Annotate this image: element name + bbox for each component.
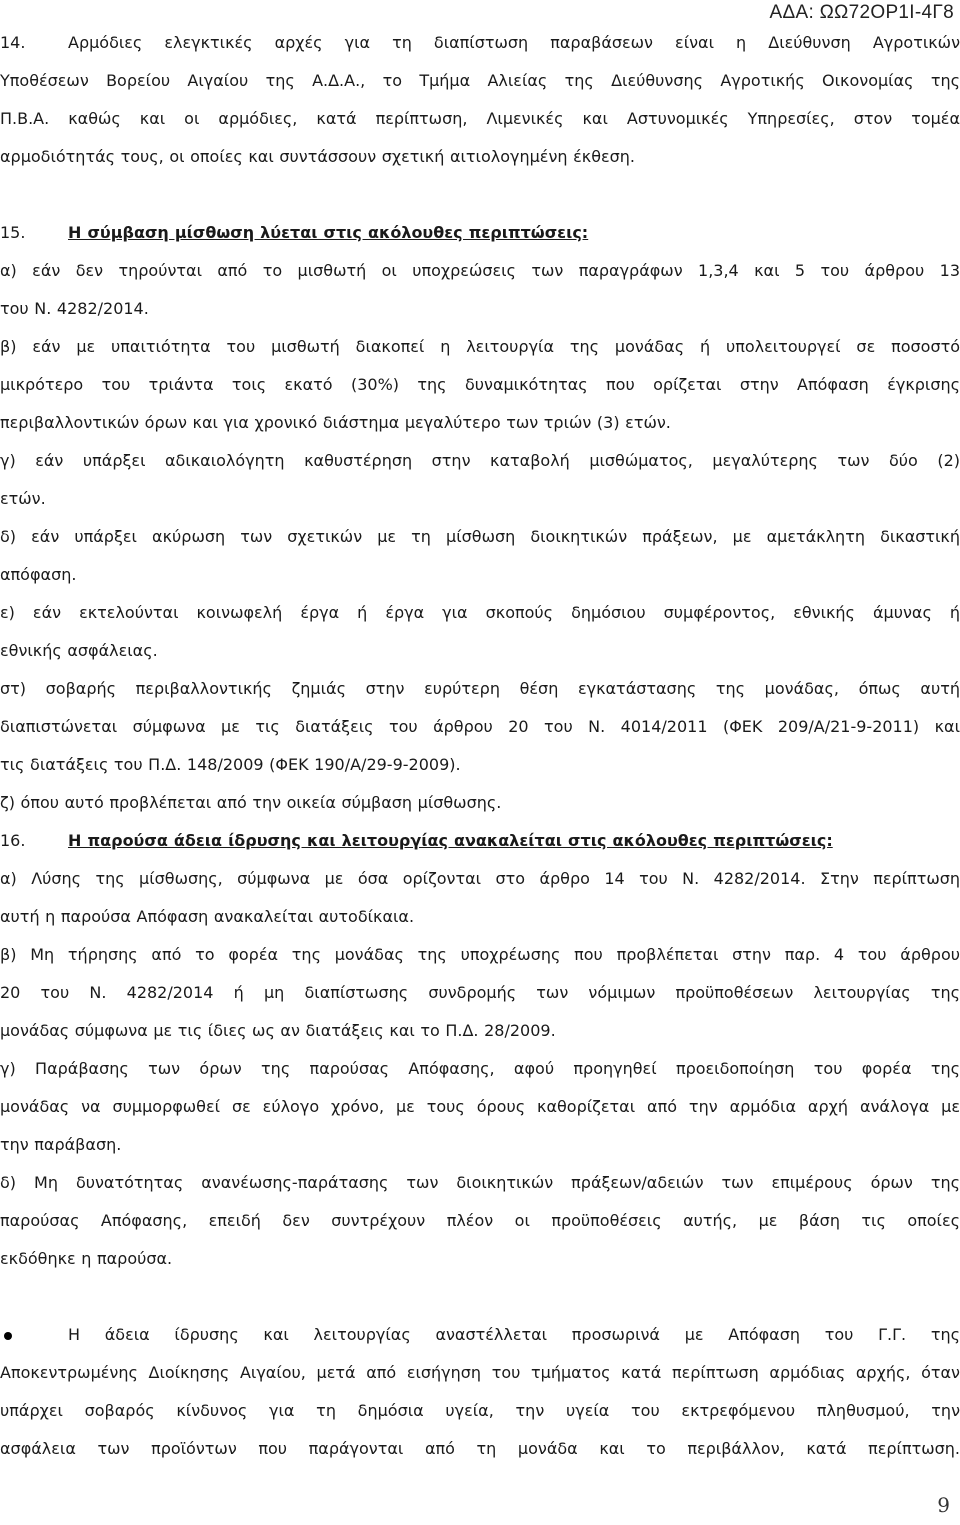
s15-line: περιβαλλοντικών όρων και για χρονικό διάστημα μεγαλύτερο των τριών (3) ετών.	[0, 413, 671, 432]
s16-line: την παράβαση.	[0, 1135, 122, 1154]
s16-heading: Η παρούσα άδεια ίδρυσης και λειτουργίας ανακαλείται στις ακόλουθες περιπτώσεις:	[68, 831, 833, 850]
page-number: 9	[937, 1493, 950, 1517]
s15-line: ζ) όπου αυτό προβλέπεται από την οικεία σύμβαση μίσθωσης.	[0, 793, 502, 812]
ada-code: ΑΔΑ: ΩΩ72ΟΡ1Ι-4Γ8	[769, 2, 954, 23]
s16-heading-line	[0, 831, 960, 869]
s15-line: α) εάν δεν τηρούνται από το μισθωτή οι υποχρεώσεις των παραγράφων 1,3,4 και 5 του άρθρου 13	[0, 261, 960, 280]
s16-line: 20 του Ν. 4282/2014 ή μη διαπίστωσης συνδρομής των νόμιμων προϋποθέσεων λειτουργίας της	[0, 983, 960, 1002]
bullet-line-1	[0, 1325, 960, 1363]
s15-line: τις διατάξεις του Π.Δ. 148/2009 (ΦΕΚ 190/Α/29-9-2009).	[0, 755, 461, 774]
s15-line: β) εάν με υπαιτιότητα του μισθωτή διακοπεί η λειτουργία της μονάδας ή υπολειτουργεί σε ποσοστό	[0, 337, 960, 356]
s14-text: Αρμόδιες ελεγκτικές αρχές για τη διαπίστωση παραβάσεων είναι η Διεύθυνση Αγροτικών	[68, 33, 960, 52]
document-body	[0, 33, 960, 1477]
s15-line: ετών.	[0, 489, 46, 508]
s15-line: στ) σοβαρής περιβαλλοντικής ζημιάς στην ευρύτερη θέση εγκατάστασης της μονάδας, όπως αυτή	[0, 679, 960, 698]
s16-number: 16.	[0, 831, 26, 850]
bullet-line: Αποκεντρωμένης Διοίκησης Αιγαίου, μετά από εισήγηση του τμήματος κατά περίπτωση αρμόδιας αρχής, όταν	[0, 1363, 960, 1382]
s16-line: παρούσας Απόφασης, επειδή δεν συντρέχουν πλέον οι προϋποθέσεις αυτής, με βάση τις οποίες	[0, 1211, 960, 1230]
s15-heading: Η σύμβαση μίσθωση λύεται στις ακόλουθες περιπτώσεις:	[68, 223, 589, 242]
s15-line: μικρότερο του τριάντα τοις εκατό (30%) της δυναμικότητας που ορίζεται στην Απόφαση έγκρισης	[0, 375, 960, 394]
spacer	[0, 1287, 960, 1325]
s15-heading-line	[0, 223, 960, 261]
s16-line: αυτή η παρούσα Απόφαση ανακαλείται αυτοδίκαια.	[0, 907, 415, 926]
s15-line: διαπιστώνεται σύμφωνα με τις διατάξεις του άρθρου 20 του Ν. 4014/2011 (ΦΕΚ 209/Α/21-9-2011) και	[0, 717, 960, 736]
s15-line: ε) εάν εκτελούνται κοινωφελή έργα ή έργα για σκοπούς δημόσιου συμφέροντος, εθνικής άμυνας ή	[0, 603, 960, 622]
s16-line: γ) Παράβασης των όρων της παρούσας Απόφασης, αφού προηγηθεί προειδοποίηση του φορέα της	[0, 1059, 960, 1078]
s16-line: μονάδας σύμφωνα με τις ίδιες ως αν διατάξεις και το Π.Δ. 28/2009.	[0, 1021, 556, 1040]
spacer	[0, 185, 960, 223]
s16-line: α) Λύσης της μίσθωσης, σύμφωνα με όσα ορίζονται στο άρθρο 14 του Ν. 4282/2014. Στην περίπτωση	[0, 869, 960, 888]
bullet-line: υπάρχει σοβαρός κίνδυνος για τη δημόσια υγεία, την υγεία του εκτρεφόμενου πληθυσμού, την	[0, 1401, 960, 1420]
s14-line-2: Υποθέσεων Βορείου Αιγαίου της Α.Δ.Α., το Τμήμα Αλιείας της Διεύθυνσης Αγροτικής Οικονομίας της	[0, 71, 960, 90]
s15-number: 15.	[0, 223, 26, 242]
s15-line: εθνικής ασφάλειας.	[0, 641, 158, 660]
s14-line-1	[0, 33, 960, 71]
s15-line: γ) εάν υπάρξει αδικαιολόγητη καθυστέρηση στην καταβολή μισθώματος, μεγαλύτερης των δύο (2)	[0, 451, 960, 470]
s14-line-4: αρμοδιότητάς τους, οι οποίες και συντάσσουν σχετική αιτιολογημένη έκθεση.	[0, 147, 635, 166]
s14-line-3: Π.Β.Α. καθώς και οι αρμόδιες, κατά περίπτωση, Λιμενικές και Αστυνομικές Υπηρεσίες, στον τομέα	[0, 109, 960, 128]
s16-line: δ) Μη δυνατότητας ανανέωσης-παράτασης των διοικητικών πράξεων/αδειών των επιμέρους όρων της	[0, 1173, 960, 1192]
s16-line: εκδόθηκε η παρούσα.	[0, 1249, 173, 1268]
s16-line: β) Μη τήρησης από το φορέα της μονάδας της υποχρέωσης που προβλέπεται στην παρ. 4 του άρθρου	[0, 945, 960, 964]
s15-line: απόφαση.	[0, 565, 77, 584]
s15-line: δ) εάν υπάρξει ακύρωση των σχετικών με τη μίσθωση διοικητικών πράξεων, με αμετάκλητη δικαστική	[0, 527, 960, 546]
s16-line: μονάδας να συμμορφωθεί σε εύλογο χρόνο, με τους όρους καθορίζεται από την αρμόδια αρχή ανάλογα με	[0, 1097, 960, 1116]
s14-number: 14.	[0, 33, 26, 52]
bullet-icon	[4, 1332, 12, 1340]
s15-line: του Ν. 4282/2014.	[0, 299, 149, 318]
bullet-line: ασφάλεια των προϊόντων που παράγονται από τη μονάδα και το περιβάλλον, κατά περίπτωση.	[0, 1439, 960, 1458]
bullet-text: Η άδεια ίδρυσης και λειτουργίας αναστέλλεται προσωρινά με Απόφαση του Γ.Γ. της	[68, 1325, 960, 1344]
